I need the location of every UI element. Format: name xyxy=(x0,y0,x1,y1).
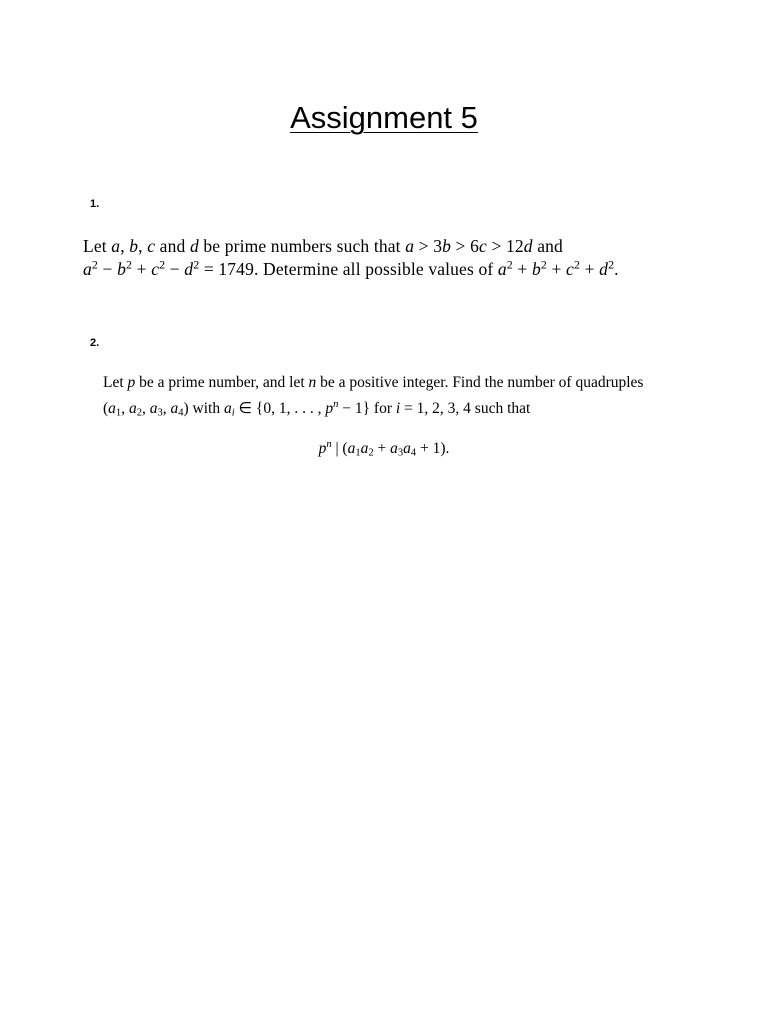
page-title: Assignment 5 xyxy=(290,100,478,135)
problem-1-line-2: $a^2 - b^2 + c^2 - d^2 = 1749$. Determine all possible values of $a^2 + b^2 + c^2 + d^2$. xyxy=(83,257,619,279)
problem-2-display-formula: $p^n$ | $(a_1a_2 + a_3a_4 + 1)$. xyxy=(318,439,450,459)
problem-number-1: 1. xyxy=(90,198,100,210)
problem-number-2: 2. xyxy=(90,337,100,349)
problem-2-line-1: Let p be a prime number, and let n be a positive integer. Find the number of quadruples xyxy=(103,374,644,391)
problem-1-line-1: Let a, b, c and d be prime numbers such that a > 3b > 6c > 12d and xyxy=(83,236,563,256)
problem-2-line-2: ($a_1$, $a_2$, $a_3$, $a_4$) with $a_i$ ∈ {0, 1, . . . , $p^n - 1$} for i = 1, 2, 3, 4 such that xyxy=(103,399,531,419)
problem-1-text xyxy=(83,235,619,281)
problem-2-text xyxy=(103,370,643,422)
